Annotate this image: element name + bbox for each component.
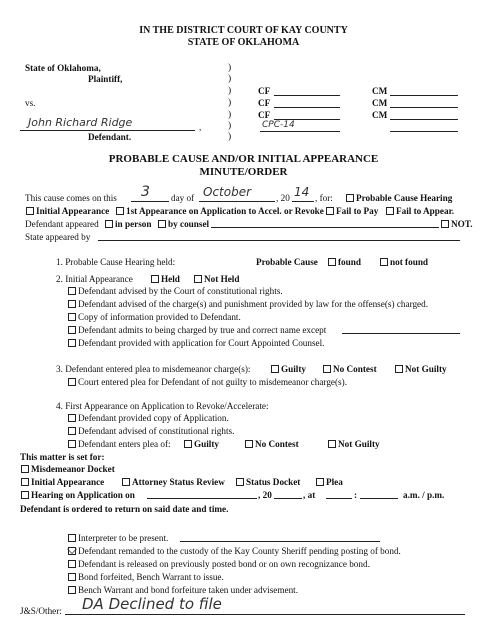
state-appeared-label: State appeared by <box>25 232 91 242</box>
vs-label: vs. <box>25 98 36 108</box>
attorney-status-label: Attorney Status Review <box>132 477 225 487</box>
first-appearance-checkbox[interactable] <box>116 207 124 215</box>
s4-item2-label: Defendant advised of constitutional rights. <box>78 426 235 436</box>
defendant-label: Defendant. <box>88 132 132 142</box>
state-appeared-line[interactable] <box>98 240 460 241</box>
section2-label: 2. Initial Appearance <box>56 274 133 284</box>
defendant-line <box>20 130 195 131</box>
other-value: DA Declined to file <box>82 595 222 613</box>
s2-item3-label: Copy of information provided to Defendant. <box>78 312 241 322</box>
court-title: IN THE DISTRICT COURT OF KAY COUNTY <box>139 25 348 36</box>
cf-line-1[interactable] <box>274 95 340 96</box>
cm-label-1: CM <box>372 86 388 96</box>
s2-item2-checkbox[interactable] <box>68 300 76 308</box>
order-item5-checkbox[interactable] <box>68 586 76 594</box>
s2-item1-checkbox[interactable] <box>68 287 76 295</box>
order-item1-checkbox[interactable] <box>68 534 76 542</box>
s4-no-contest-checkbox[interactable] <box>245 440 253 448</box>
probable-cause-label: Probable Cause <box>256 257 318 267</box>
s3-no-contest-checkbox[interactable] <box>323 365 331 373</box>
section4-label: 4. First Appearance on Application to Revoke/Accelerate: <box>56 401 269 411</box>
s3-not-guilty-checkbox[interactable] <box>395 365 403 373</box>
form-title: PROBABLE CAUSE AND/OR INITIAL APPEARANCE <box>108 153 379 165</box>
cm-line-1[interactable] <box>390 95 458 96</box>
initial-appearance-label: Initial Appearance <box>36 206 110 216</box>
year-line[interactable] <box>292 201 314 202</box>
misdemeanor-checkbox[interactable] <box>21 465 29 473</box>
hearing-colon: : <box>354 490 358 500</box>
in-person-label: in person <box>115 219 152 229</box>
not-held-label: Not Held <box>204 274 240 284</box>
hearing-ampm: a.m. / p.m. <box>403 490 445 500</box>
s2-item4-label: Defendant admits to being charged by true and correct name except <box>78 325 327 335</box>
hearing-year-prefix: , 20 <box>258 490 272 500</box>
found-checkbox[interactable] <box>328 258 336 266</box>
hearing-year-line[interactable] <box>274 498 302 499</box>
set-initial-appearance-checkbox[interactable] <box>21 478 29 486</box>
cf-line-4[interactable] <box>260 131 340 132</box>
plaintiff-name: State of Oklahoma, <box>25 63 101 73</box>
s4-item1-label: Defendant provided copy of Application. <box>78 413 229 423</box>
plea-label: Plea <box>326 477 343 487</box>
intro-comes-on: This cause comes on this <box>25 193 117 203</box>
hearing-hour-line[interactable] <box>326 498 352 499</box>
section1-label: 1. Probable Cause Hearing held: <box>56 257 176 267</box>
true-name-line[interactable] <box>342 333 460 334</box>
set-initial-appearance-label: Initial Appearance <box>31 477 105 487</box>
s3-not-guilty-label: Not Guilty <box>405 364 447 374</box>
other-label: J&S/Other: <box>20 606 62 616</box>
hearing-app-checkbox[interactable] <box>21 491 29 499</box>
hearing-minute-line[interactable] <box>360 498 398 499</box>
s4-guilty-label: Guilty <box>194 439 220 449</box>
day-value: 3 <box>141 184 150 200</box>
held-label: Held <box>161 274 180 284</box>
cm-line-2[interactable] <box>390 107 458 108</box>
in-person-checkbox[interactable] <box>105 220 113 228</box>
not-label: NOT. <box>451 219 473 229</box>
defendant-appeared-label: Defendant appeared <box>25 219 99 229</box>
year-value: 14 <box>294 185 310 199</box>
fail-to-appear-checkbox[interactable] <box>386 207 394 215</box>
s4-not-guilty-checkbox[interactable] <box>328 440 336 448</box>
cf-label-2: CF <box>258 98 271 108</box>
order-item1-label: Interpreter to be present. <box>78 533 169 543</box>
status-docket-checkbox[interactable] <box>236 478 244 486</box>
interpreter-line[interactable] <box>180 541 380 542</box>
cm-label-2: CM <box>372 98 388 108</box>
s3-no-contest-label: No Contest <box>333 364 377 374</box>
month-value: October <box>203 185 252 199</box>
s2-item4-checkbox[interactable] <box>68 326 76 334</box>
s2-item3-checkbox[interactable] <box>68 313 76 321</box>
first-appearance-label: 1st Appearance on Application to Accel. or Revoke <box>126 206 324 216</box>
pc-hearing-checkbox[interactable] <box>346 194 354 202</box>
form-subtitle: MINUTE/ORDER <box>199 166 288 178</box>
cf-line-2[interactable] <box>274 107 340 108</box>
not-found-label: not found <box>390 257 429 267</box>
misdemeanor-label: Misdemeanor Docket <box>31 464 115 474</box>
other-line[interactable] <box>65 614 465 615</box>
s2-item2-label: Defendant advised of the charge(s) and punishment provided by law for the offense(s) charged. <box>78 299 429 309</box>
s4-plea-checkbox[interactable] <box>68 440 76 448</box>
defendant-name: John Richard Ridge <box>28 116 133 129</box>
s4-not-guilty-label: Not Guilty <box>338 439 380 449</box>
order-item2-label: Defendant remanded to the custody of the Kay County Sheriff pending posting of bond. <box>78 546 401 556</box>
day-of-label: day of <box>171 193 195 203</box>
set-for-heading: This matter is set for: <box>20 452 105 462</box>
s4-guilty-checkbox[interactable] <box>184 440 192 448</box>
not-found-checkbox[interactable] <box>380 258 388 266</box>
s3-item-label: Court entered plea for Defendant of not guilty to misdemeanor charge(s). <box>78 377 347 387</box>
s2-item5-label: Defendant provided with application for Court Appointed Counsel. <box>78 338 325 348</box>
s3-guilty-label: Guilty <box>281 364 307 374</box>
s3-item-checkbox[interactable] <box>68 378 76 386</box>
cf-label-1: CF <box>258 86 271 96</box>
fail-to-pay-label: Fail to Pay <box>336 206 379 216</box>
day-line[interactable] <box>131 201 169 202</box>
cm-line-4[interactable] <box>390 131 458 132</box>
pc-hearing-label: Probable Cause Hearing <box>356 193 453 203</box>
by-counsel-label: by counsel <box>168 219 210 229</box>
s4-enters-plea-label: Defendant enters plea of: <box>78 439 171 449</box>
fail-to-pay-checkbox[interactable] <box>326 207 334 215</box>
s4-no-contest-label: No Contest <box>255 439 299 449</box>
order-item2-checkbox[interactable] <box>68 547 76 555</box>
month-line[interactable] <box>199 201 275 202</box>
found-label: found <box>338 257 361 267</box>
order-item3-checkbox[interactable] <box>68 560 76 568</box>
s4-item2-checkbox[interactable] <box>68 427 76 435</box>
order-item4-checkbox[interactable] <box>68 573 76 581</box>
hearing-date-line[interactable] <box>147 498 257 499</box>
initial-appearance-checkbox[interactable] <box>26 207 34 215</box>
not-held-checkbox[interactable] <box>194 275 202 283</box>
cm-label-3: CM <box>372 110 388 120</box>
by-counsel-checkbox[interactable] <box>158 220 166 228</box>
status-docket-label: Status Docket <box>246 477 301 487</box>
order-item4-label: Bond forfeited, Bench Warrant to issue. <box>78 572 224 582</box>
hearing-at-label: , at <box>303 490 316 500</box>
held-checkbox[interactable] <box>151 275 159 283</box>
s2-item5-checkbox[interactable] <box>68 339 76 347</box>
fail-to-appear-label: Fail to Appear. <box>396 206 455 216</box>
section3-label: 3. Defendant entered plea to misdemeanor charge(s): <box>56 364 251 374</box>
ordered-to-return: Defendant is ordered to return on said date and time. <box>20 504 229 514</box>
for-label: , for: <box>315 193 333 203</box>
year-prefix: , 20 <box>276 193 290 203</box>
case-number: CPC-14 <box>262 120 295 130</box>
court-state: STATE OF OKLAHOMA <box>187 37 300 48</box>
s2-item1-label: Defendant advised by the Court of constitutional rights. <box>78 286 283 296</box>
plea-checkbox[interactable] <box>316 478 324 486</box>
cm-line-3[interactable] <box>390 119 458 120</box>
not-appeared-checkbox[interactable] <box>441 220 449 228</box>
s3-guilty-checkbox[interactable] <box>271 365 279 373</box>
order-item3-label: Defendant is released on previously posted bond or on own recognizance bond. <box>78 559 370 569</box>
hearing-app-label: Hearing on Application on <box>31 490 135 500</box>
attorney-status-checkbox[interactable] <box>122 478 130 486</box>
s4-item1-checkbox[interactable] <box>68 414 76 422</box>
plaintiff-label: Plaintiff, <box>88 74 123 84</box>
cf-label-3: CF <box>258 110 271 120</box>
order-item5-label: Bench Warrant and bond forfeiture taken under advisement. <box>78 585 299 595</box>
comma: , <box>199 122 202 132</box>
counsel-line[interactable] <box>211 227 439 228</box>
